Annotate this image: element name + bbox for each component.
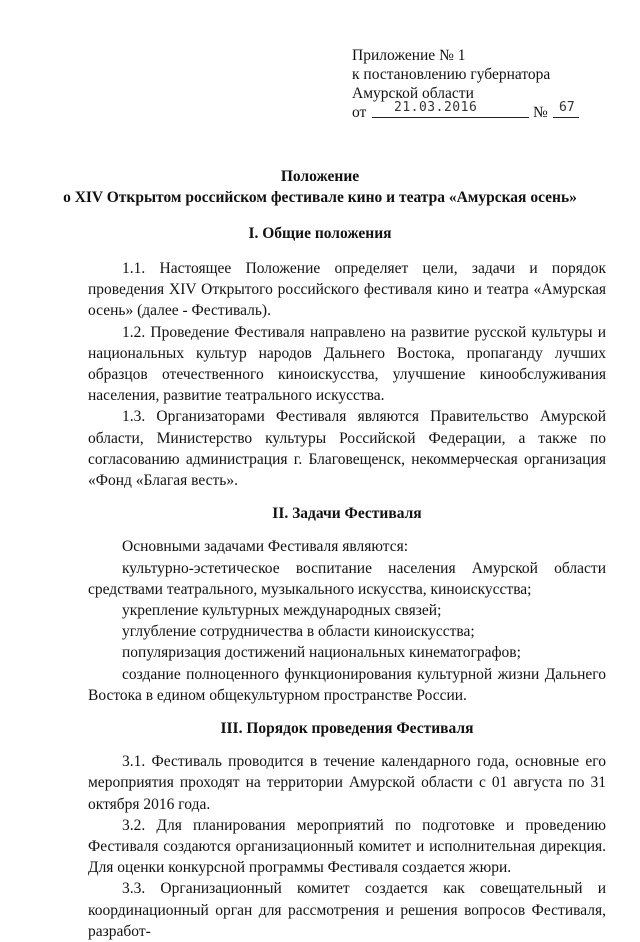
tasks-intro: Основными задачами Фестиваля являются: [122, 538, 409, 556]
task-item: культурно-эстетическое воспитание населения Амурской области средствами театрального, музыкального искусства, киноискусства; [88, 559, 606, 598]
date-value: 21.03.2016 [394, 100, 478, 115]
task-item: укрепление культурных международных связей; [122, 602, 442, 620]
task-item: популяризация достижений национальных кинематографов; [122, 644, 521, 662]
annex-line-2: к постановлению губернатора [352, 66, 551, 83]
section-1-heading: I. Общие положения [248, 225, 392, 242]
paragraph-1-2: 1.2. Проведение Фестиваля направлено на развитие русской культуры и национальных культур народов Дальнего Востока, пропаганду лучших образцов отечественного киноискусства, улучшение кинообслуживания населения, развитие театрального искусства. [88, 323, 606, 405]
number-underline [553, 117, 579, 118]
annex-line-1: Приложение № 1 [352, 47, 466, 64]
date-label: от [352, 104, 367, 121]
date-number-line [352, 100, 612, 125]
paragraph-3-3: 3.3. Организационный комитет создается как совещательный и координационный орган для рассмотрения и решения вопросов Фестиваля, разработ- [88, 880, 606, 940]
task-item: создание полноценного функционирования культурной жизни Дальнего Востока в едином общекультурном пространстве России. [88, 665, 606, 704]
document-title: Положение [280, 168, 360, 185]
date-underline [372, 117, 529, 118]
paragraph-3-1: 3.1. Фестиваль проводится в течение календарного года, основные его мероприятия проходят на территории Амурской области с 01 августа по 31 октября 2016 года. [88, 753, 606, 813]
section-2-heading: II. Задачи Фестиваля [272, 505, 422, 523]
number-value: 67 [559, 100, 575, 115]
task-item: углубление сотрудничества в области киноискусства; [122, 623, 475, 641]
document-subtitle: о XIV Открытом российском фестивале кино и театра «Амурская осень» [63, 189, 577, 206]
paragraph-1-1: 1.1. Настоящее Положение определяет цели, задачи и порядок проведения XIV Открытого российского фестиваля кино и театра «Амурская осень» (далее - Фестиваль). [88, 260, 606, 320]
number-label: № [533, 104, 548, 121]
section-3-heading: III. Порядок проведения Фестиваля [220, 720, 474, 738]
document-body [88, 258, 606, 942]
paragraph-1-3: 1.3. Организаторами Фестиваля являются Правительство Амурской области, Министерство культуры Российской Федерации, а также по согласованию администрация г. Благовещенск, некоммерческая организация «Фонд «Благая весть». [88, 408, 606, 490]
annex-block [352, 46, 612, 125]
annex-line-3: Амурской области [352, 85, 474, 102]
paragraph-3-2: 3.2. Для планирования мероприятий по подготовке и проведению Фестиваля создаются организационный комитет и исполнительная дирекция. Для оценки конкурсной программы Фестиваля создается жюри. [88, 816, 606, 877]
